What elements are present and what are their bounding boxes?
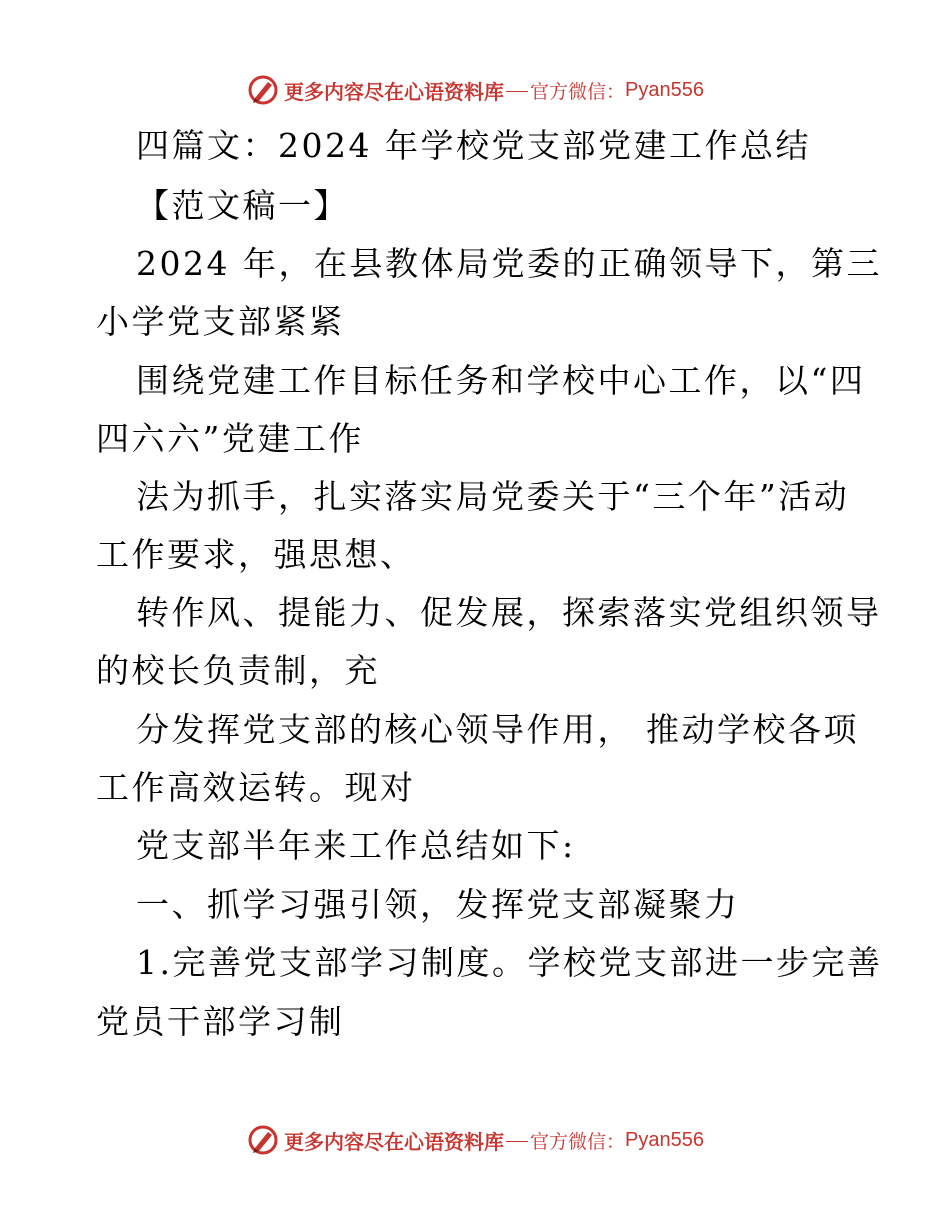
- paragraph-line: 的校长负责制，充: [96, 651, 380, 690]
- banner-brand: 更多内容尽在心语资料库: [284, 79, 504, 104]
- paragraph-line: 党支部半年来工作总结如下:: [136, 826, 576, 865]
- paragraph-line: 围绕党建工作目标任务和学校中心工作，以“四: [136, 361, 866, 400]
- paragraph-line: 2024 年，在县教体局党委的正确领导下，第三: [136, 244, 882, 283]
- pen-seal-icon: [246, 1123, 280, 1157]
- banner-official-label: 官方微信：: [530, 1130, 626, 1153]
- footer-banner: [0, 1120, 950, 1160]
- banner-wechat-id: Pyan556: [625, 78, 704, 101]
- banner-dash: [506, 1141, 528, 1142]
- banner-official-label: 官方微信：: [530, 80, 626, 103]
- doc-title: 四篇文：2024 年学校党支部党建工作总结: [136, 126, 811, 165]
- pen-seal-icon: [246, 73, 280, 107]
- paragraph-line: 1.完善党支部学习制度。学校党支部进一步完善: [136, 943, 883, 982]
- paragraph-line: 工作要求，强思想、: [96, 535, 416, 574]
- paragraph-line: 工作高效运转。现对: [96, 768, 416, 807]
- banner-wechat-id: Pyan556: [625, 1128, 704, 1151]
- paragraph-line: 转作风、提能力、促发展，探索落实党组织领导: [136, 593, 882, 632]
- banner-brand: 更多内容尽在心语资料库: [284, 1129, 504, 1154]
- section-heading: 【范文稿一】: [136, 186, 349, 225]
- banner-dash: [506, 91, 528, 92]
- header-banner: [0, 70, 950, 110]
- paragraph-line: 法为抓手，扎实落实局党委关于“三个年”活动: [136, 477, 850, 516]
- paragraph-line: 分发挥党支部的核心领导作用， 推动学校各项: [136, 710, 859, 749]
- subsection-heading: 一、抓学习强引领，发挥党支部凝聚力: [136, 885, 740, 924]
- paragraph-line: 小学党支部紧紧: [96, 302, 345, 341]
- paragraph-line: 四六六”党建工作: [96, 419, 364, 458]
- paragraph-line: 党员干部学习制: [96, 1002, 345, 1041]
